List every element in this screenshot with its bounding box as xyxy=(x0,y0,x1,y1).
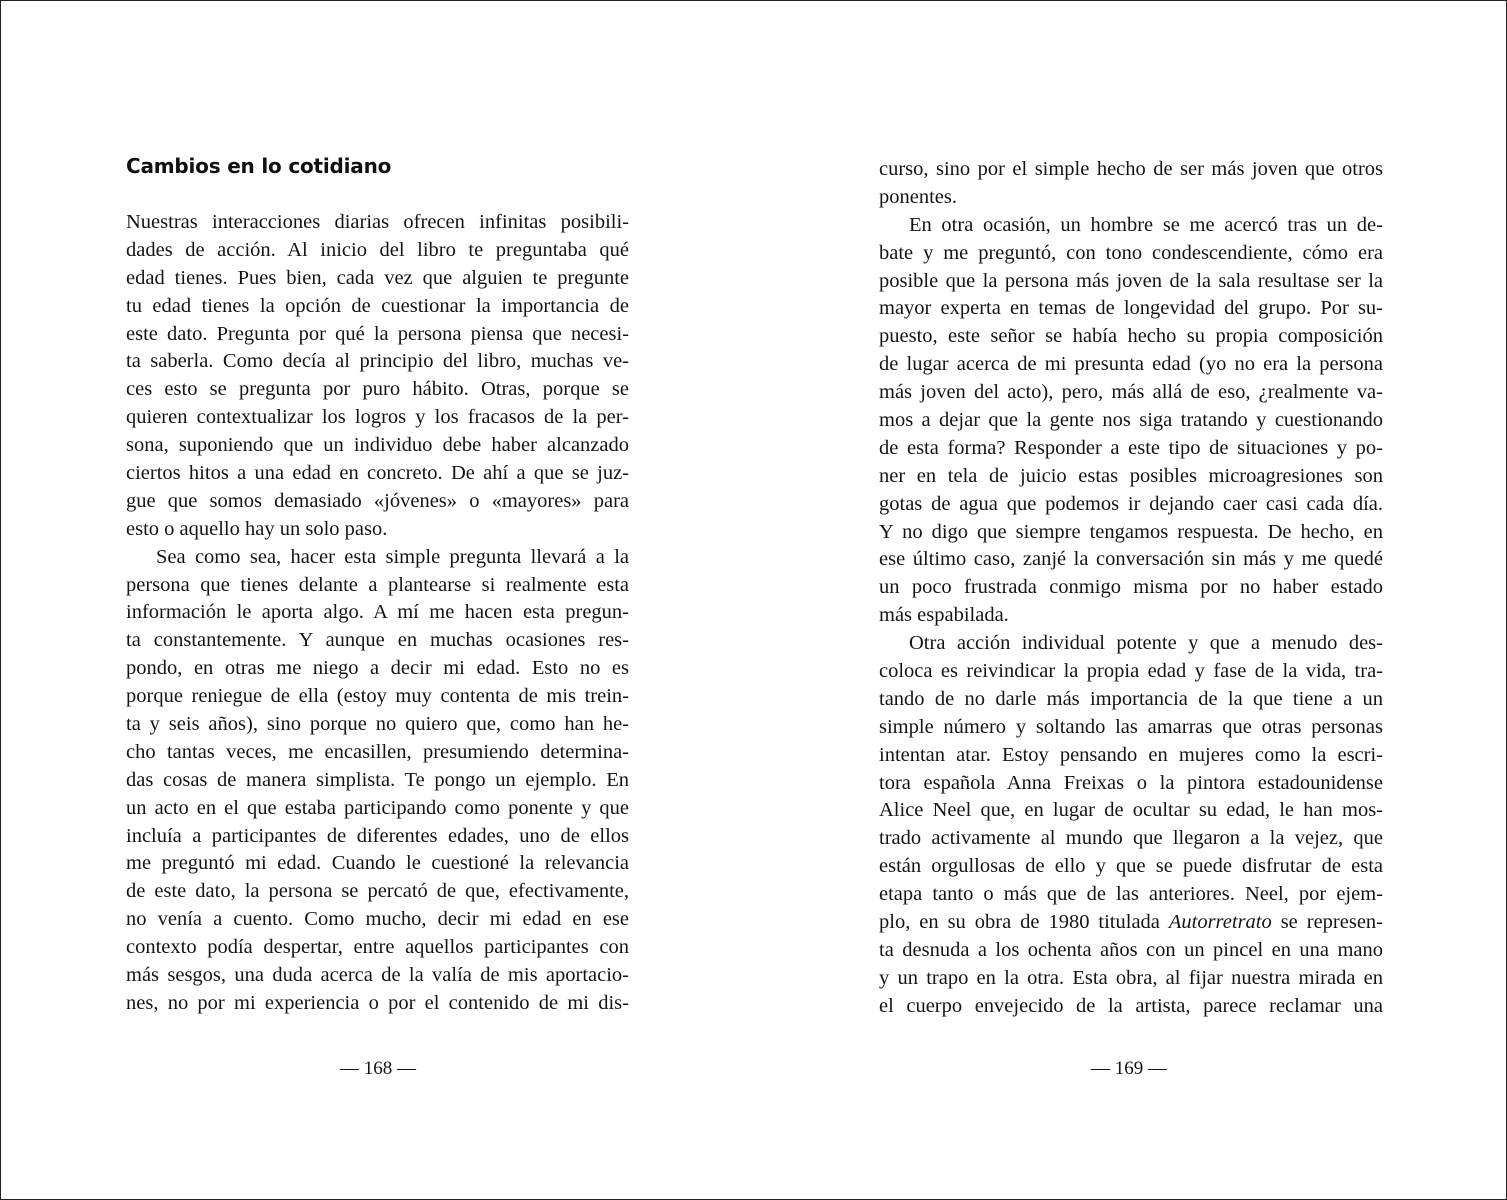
text-line: intentan atar. Estoy pensando en mujeres como la escri- xyxy=(879,743,1383,766)
text-line: no venía a cuento. Como mucho, decir mi edad en ese xyxy=(126,908,629,931)
text-line: incluía a participantes de diferentes edades, uno de ellos xyxy=(126,824,629,847)
text-line: Nuestras interacciones diarias ofrecen infinitas posibili- xyxy=(126,211,629,233)
text-line: y un trapo en la otra. Esta obra, al fijar nuestra mirada en xyxy=(879,966,1383,989)
body-text xyxy=(879,156,1383,1021)
text-line: ciertos hitos a una edad en concreto. De ahí a que se juz- xyxy=(126,462,629,485)
text-segment: plo, en su obra de 1980 titulada xyxy=(879,911,1169,934)
text-line: Alice Neel que, en lugar de ocultar su edad, le han mos- xyxy=(879,799,1383,822)
text-line: ta constantemente. Y aunque en muchas ocasiones res- xyxy=(126,629,629,652)
section-heading: Cambios en lo cotidiano xyxy=(126,154,392,178)
artwork-title: Autorretrato xyxy=(1168,911,1272,934)
text-line: ta desnuda a los ochenta años con un pincel en una mano xyxy=(879,938,1383,961)
text-line: más espabilada. xyxy=(879,604,1009,627)
text-line: posible que la persona más joven de la sala resultase ser la xyxy=(879,269,1383,292)
text-line: ponentes. xyxy=(879,185,957,208)
text-line: coloca es reivindicar la propia edad y fase de la vida, tra- xyxy=(879,660,1383,683)
text-line: simple número y soltando las amarras que otras personas xyxy=(879,715,1383,738)
text-line: información le aporta algo. A mí me hacen esta pregun- xyxy=(126,601,629,624)
text-line: mayor experta en temas de longevidad del grupo. Por su- xyxy=(879,297,1383,320)
text-line: tora española Anna Freixas o la pintora estadounidense xyxy=(879,771,1383,794)
text-line: puesto, este señor se había hecho su propia composición xyxy=(879,325,1383,348)
body-text xyxy=(126,209,629,1018)
text-line: este dato. Pregunta por qué la persona piensa que necesi- xyxy=(126,322,629,345)
text-line: trado activamente al mundo que llegaron a la vejez, que xyxy=(879,827,1383,850)
text-line: Sea como sea, hacer esta simple pregunta llevará a la xyxy=(156,545,629,568)
text-line: sona, suponiendo que un individuo debe haber alcanzado xyxy=(126,434,629,457)
text-line: dades de acción. Al inicio del libro te preguntaba qué xyxy=(126,238,629,261)
page-number: — 169 — xyxy=(1091,1058,1167,1079)
text-segment: se represen- xyxy=(1271,911,1383,934)
text-line: persona que tienes delante a plantearse si realmente esta xyxy=(126,573,629,596)
text-line: un acto en el que estaba participando como ponente y que xyxy=(126,796,629,819)
page-number: — 168 — xyxy=(340,1058,416,1079)
text-line: porque reniegue de ella (estoy muy contenta de mis trein- xyxy=(126,685,629,708)
text-line: bate y me preguntó, con tono condescendiente, cómo era xyxy=(879,241,1383,264)
text-line: etapa tanto o más que de las anteriores. Neel, por ejem- xyxy=(879,883,1383,906)
text-line: quieren contextualizar los logros y los fracasos de la per- xyxy=(126,406,629,429)
text-line: tando de no darle más importancia de la que tiene a un xyxy=(879,687,1383,710)
text-line: edad tienes. Pues bien, cada vez que alguien te pregunte xyxy=(126,266,629,289)
text-line: un poco frustrada conmigo misma por no haber estado xyxy=(879,576,1383,599)
text-line: Y no digo que siempre tengamos respuesta. De hecho, en xyxy=(879,520,1383,543)
text-line: Otra acción individual potente y que a menudo des- xyxy=(909,632,1383,655)
text-line-with-title xyxy=(879,909,1383,937)
text-line: curso, sino por el simple hecho de ser más joven que otros xyxy=(879,158,1383,180)
text-line: gotas de agua que podemos ir dejando caer casi cada día. xyxy=(879,492,1383,515)
text-line: pondo, en otras me niego a decir mi edad. Esto no es xyxy=(126,657,629,680)
right-page xyxy=(753,1,1506,1199)
text-line: gue que somos demasiado «jóvenes» o «mayores» para xyxy=(126,489,629,512)
text-line: nes, no por mi experiencia o por el contenido de mi dis- xyxy=(126,991,629,1014)
text-line: ner en tela de juicio estas posibles microagresiones son xyxy=(879,464,1383,487)
text-line: de esta forma? Responder a este tipo de situaciones y po- xyxy=(879,436,1383,459)
text-line: esto o aquello hay un solo paso. xyxy=(126,517,388,540)
text-line: cho tantas veces, me encasillen, presumiendo determina- xyxy=(126,740,629,763)
text-line: En otra ocasión, un hombre se me acercó tras un de- xyxy=(909,213,1383,236)
text-line: ese último caso, zanjé la conversación sin más y me quedé xyxy=(879,548,1383,571)
text-line: mos a dejar que la gente nos siga tratando y cuestionando xyxy=(879,409,1383,432)
left-page xyxy=(1,1,753,1199)
text-line: más sesgos, una duda acerca de la valía de mis aportacio- xyxy=(126,964,629,987)
text-line: el cuerpo envejecido de la artista, parece reclamar una xyxy=(879,994,1383,1017)
text-line: ces esto se pregunta por puro hábito. Otras, porque se xyxy=(126,378,629,401)
text-line: das cosas de manera simplista. Te pongo un ejemplo. En xyxy=(126,768,629,791)
text-line: contexto podía despertar, entre aquellos participantes con xyxy=(126,936,629,959)
text-line: me preguntó mi edad. Cuando le cuestioné la relevancia xyxy=(126,852,629,875)
text-line: de este dato, la persona se percató de que, efectivamente, xyxy=(126,880,629,903)
text-line: tu edad tienes la opción de cuestionar la importancia de xyxy=(126,294,629,317)
text-line: están orgullosas de ello y que se puede disfrutar de esta xyxy=(879,855,1383,878)
text-line: de lugar acerca de mi presunta edad (yo no era la persona xyxy=(879,353,1383,376)
text-line: ta saberla. Como decía al principio del libro, muchas ve- xyxy=(126,350,629,373)
text-line: más joven del acto), pero, más allá de eso, ¿realmente va- xyxy=(879,381,1383,404)
text-line: ta y seis años), sino porque no quiero que, como han he- xyxy=(126,713,629,736)
